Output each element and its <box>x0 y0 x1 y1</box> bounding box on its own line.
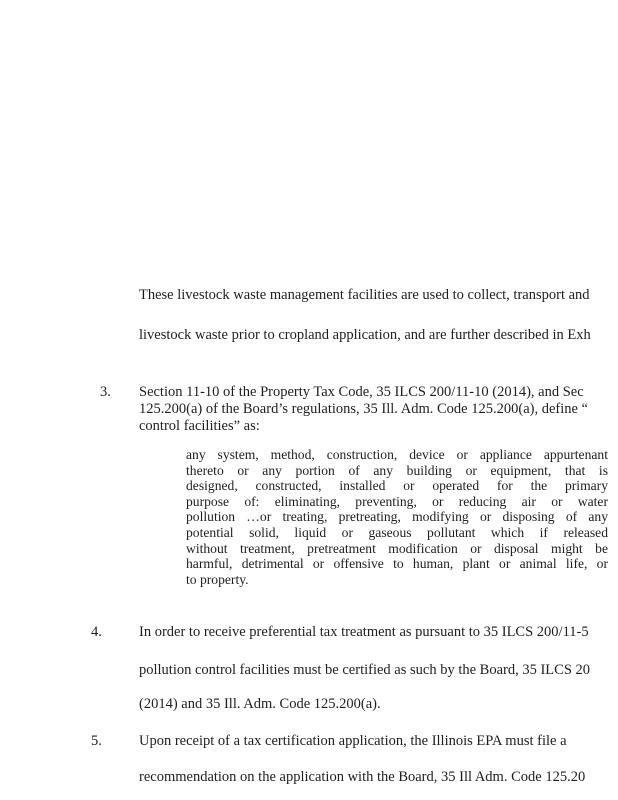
paragraph-3-line-1: Section 11-10 of the Property Tax Code, 35 ILCS 200/11-10 (2014), and Sec <box>139 384 584 400</box>
paragraph-number-3: 3. <box>100 384 111 400</box>
quote-line: harmful, detrimental or offensive to human, plant or animal life, or <box>186 556 608 572</box>
paragraph-5-line-2: recommendation on the application with the Board, 35 Ill Adm. Code 125.20 <box>139 769 586 785</box>
paragraph-4-line-1: In order to receive preferential tax treatment as pursuant to 35 ILCS 200/11-5 <box>139 624 589 640</box>
paragraph-number-4: 4. <box>91 624 102 640</box>
quote-line: thereto or any portion of any building or equipment, that is <box>186 462 608 478</box>
quote-line: to property. <box>186 571 249 587</box>
quote-line: pollution …or treating, pretreating, modifying or disposing of any <box>186 509 608 525</box>
quote-line: without treatment, pretreatment modification or disposal might be <box>186 540 608 556</box>
paragraph-3-line-3: control facilities” as: <box>139 418 260 434</box>
block-quote <box>186 447 608 587</box>
paragraph-5-line-1: Upon receipt of a tax certification application, the Illinois EPA must file a <box>139 733 567 749</box>
quote-line: potential solid, liquid or gaseous pollutant which if released <box>186 524 608 540</box>
paragraph-number-5: 5. <box>91 733 102 749</box>
paragraph-4-line-2: pollution control facilities must be certified as such by the Board, 35 ILCS 20 <box>139 662 591 678</box>
quote-line: designed, constructed, installed or operated for the primary <box>186 478 608 494</box>
paragraph-4-line-3: (2014) and 35 Ill. Adm. Code 125.200(a). <box>139 696 381 712</box>
paragraph-3-line-2: 125.200(a) of the Board’s regulations, 35 Ill. Adm. Code 125.200(a), define “ <box>139 401 588 417</box>
intro-line-1: These livestock waste management facilities are used to collect, transport and <box>139 287 590 303</box>
quote-line: purpose of: eliminating, preventing, or reducing air or water <box>186 493 608 509</box>
quote-line: any system, method, construction, device or appliance appurtenant <box>186 447 608 462</box>
intro-line-2: livestock waste prior to cropland application, and are further described in Exh <box>139 327 591 343</box>
